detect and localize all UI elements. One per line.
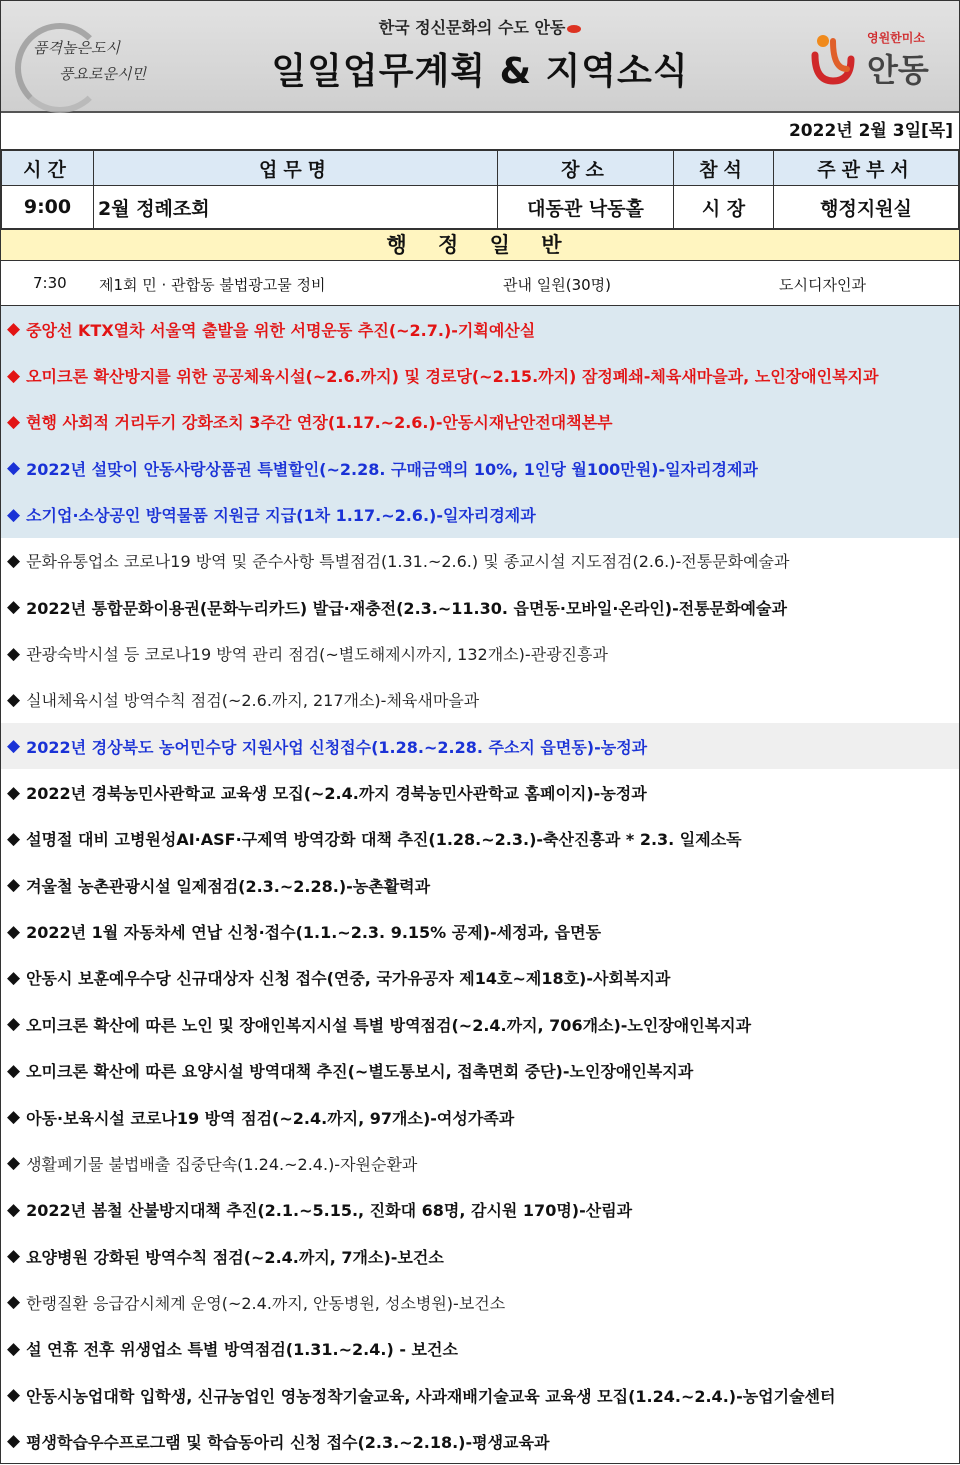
admin-place: 관내 일원(30명) (503, 276, 612, 294)
admin-time: 7:30 (33, 274, 67, 292)
diamond-bullet-icon: ◆ (7, 782, 21, 803)
schedule-task: 2월 정례조회 (94, 186, 498, 229)
brand-slogan: 영원한미소 (867, 31, 925, 45)
list-item-text: 중앙선 KTX열차 서울역 출발을 위한 서명운동 추진(~2.7.)-기획예산실 (26, 320, 536, 340)
schedule-place: 대동관 낙동홀 (498, 186, 674, 229)
list-item (1, 491, 959, 537)
list-item-text: 2022년 봄철 산불방지대책 추진(2.1.~5.15., 진화대 68명, 감시원 170명)-산림과 (26, 1201, 633, 1221)
slogan-line-2: 풍요로운시민 (59, 65, 146, 83)
diamond-bullet-icon: ◆ (7, 967, 21, 988)
list-item (1, 1233, 959, 1279)
list-item (1, 723, 959, 769)
report-date: 2022년 2월 3일[목] (1, 113, 959, 150)
diamond-bullet-icon: ◆ (7, 1107, 21, 1128)
list-item (1, 955, 959, 1001)
list-item (1, 816, 959, 862)
andong-brand-logo (811, 23, 941, 93)
list-item-text: 안동시 보훈예우수당 신규대상자 신청 접수(연중, 국가유공자 제14호~제18호)-사회복지과 (26, 969, 671, 989)
diamond-bullet-icon: ◆ (7, 736, 21, 757)
list-item (1, 677, 959, 723)
list-item-text: 안동시농업대학 입학생, 신규농업인 영농정착기술교육, 사과재배기술교육 교육생 모집(1.24.~2.4.)-농업기술센터 (26, 1386, 836, 1406)
diamond-bullet-icon: ◆ (7, 411, 21, 432)
admin-task: 제1회 민 · 관합동 불법광고물 정비 (99, 276, 326, 294)
section-title: 행 정 일 반 (1, 229, 959, 261)
list-item (1, 862, 959, 908)
diamond-bullet-icon: ◆ (7, 1060, 21, 1081)
diamond-bullet-icon: ◆ (7, 643, 21, 664)
diamond-bullet-icon: ◆ (7, 1338, 21, 1359)
list-item (1, 445, 959, 491)
list-item (1, 1326, 959, 1372)
list-item (1, 399, 959, 445)
diamond-bullet-icon: ◆ (7, 689, 21, 710)
diamond-bullet-icon: ◆ (7, 828, 21, 849)
list-item (1, 538, 959, 584)
list-item-text: 한랭질환 응급감시체계 운영(~2.4.까지, 안동병원, 성소병원)-보건소 (26, 1293, 506, 1313)
col-header-task: 업무명 (94, 151, 498, 186)
list-item-text: 관광숙박시설 등 코로나19 방역 관리 점검(~별도해제시까지, 132개소)-관광진흥과 (26, 645, 608, 665)
diamond-bullet-icon: ◆ (7, 550, 21, 571)
list-item-text: 오미크론 확산에 따른 요양시설 방역대책 추진(~별도통보시, 접촉면회 중단)-노인장애인복지과 (26, 1062, 694, 1082)
list-item-text: 2022년 1월 자동차세 연납 신청·접수(1.1.~2.3. 9.15% 공제)-세정과, 읍면동 (26, 923, 602, 943)
diamond-bullet-icon: ◆ (7, 504, 21, 525)
list-item (1, 306, 959, 352)
list-item-text: 2022년 통합문화이용권(문화누리카드) 발급·재충전(2.3.~11.30. 읍면동·모바일·온라인)-전통문화예술과 (26, 598, 787, 618)
col-header-dept: 주관부서 (774, 151, 959, 186)
list-item-text: 설 연휴 전후 위생업소 특별 방역점검(1.31.~2.4.) - 보건소 (26, 1340, 458, 1360)
diamond-bullet-icon: ◆ (7, 1246, 21, 1267)
list-item-text: 2022년 설맞이 안동사랑상품권 특별할인(~2.28. 구매금액의 10%, 1인당 월100만원)-일자리경제과 (26, 459, 758, 479)
list-item-text: 생활폐기물 불법배출 집중단속(1.24.~2.4.)-자원순환과 (26, 1154, 418, 1174)
list-item-text: 문화유통업소 코로나19 방역 및 준수사항 특별점검(1.31.~2.6.) 및 종교시설 지도점검(2.6.)-전통문화예술과 (26, 552, 790, 572)
diamond-bullet-icon: ◆ (7, 875, 21, 896)
list-item-text: 겨울철 농촌관광시설 일제점검(2.3.~2.28.)-농촌활력과 (26, 876, 431, 896)
schedule-header-row (2, 151, 959, 186)
list-item (1, 1140, 959, 1186)
diamond-bullet-icon: ◆ (7, 365, 21, 386)
col-header-time: 시간 (2, 151, 94, 186)
lips-icon (567, 25, 581, 33)
list-item (1, 908, 959, 954)
list-item-text: 2022년 경상북도 농어민수당 지원사업 신청접수(1.28.~2.28. 주소지 읍면동)-농정과 (26, 737, 648, 757)
diamond-bullet-icon: ◆ (7, 458, 21, 479)
col-header-place: 장소 (498, 151, 674, 186)
list-item (1, 584, 959, 630)
list-item-text: 평생학습우수프로그램 및 학습동아리 신청 접수(2.3.~2.18.)-평생교육과 (26, 1432, 550, 1452)
list-item (1, 1187, 959, 1233)
list-item (1, 1001, 959, 1047)
list-item-text: 오미크론 확산에 따른 노인 및 장애인복지시설 특별 방역점검(~2.4.까지, 706개소)-노인장애인복지과 (26, 1015, 752, 1035)
schedule-time: 9:00 (2, 186, 94, 229)
list-item (1, 1279, 959, 1325)
news-list (1, 306, 959, 1465)
list-item (1, 1418, 959, 1464)
list-item-text: 현행 사회적 거리두기 강화조치 3주간 연장(1.17.~2.6.)-안동시재난안전대책본부 (26, 413, 613, 433)
brand-city: 안동 (867, 51, 929, 89)
list-item-text: 소기업·소상공인 방역물품 지원금 지급(1차 1.17.~2.6.)-일자리경제과 (26, 506, 536, 526)
diamond-bullet-icon: ◆ (7, 1153, 21, 1174)
diamond-bullet-icon: ◆ (7, 1385, 21, 1406)
list-item-text: 요양병원 강화된 방역수칙 점검(~2.4.까지, 7개소)-보건소 (26, 1247, 444, 1267)
diamond-bullet-icon: ◆ (7, 1014, 21, 1035)
schedule-dept: 행정지원실 (774, 186, 959, 229)
list-item (1, 630, 959, 676)
andong-mark-icon (811, 29, 857, 85)
schedule-table (1, 150, 959, 229)
col-header-attend: 참석 (674, 151, 774, 186)
diamond-bullet-icon: ◆ (7, 921, 21, 942)
list-item (1, 1094, 959, 1140)
header-banner (1, 1, 959, 113)
list-item-text: 오미크론 확산방지를 위한 공공체육시설(~2.6.까지) 및 경로당(~2.15.까지) 잠정폐쇄-체육새마을과, 노인장애인복지과 (26, 367, 879, 387)
list-item-text: 2022년 경북농민사관학교 교육생 모집(~2.4.까지 경북농민사관학교 홈페이지)-농정과 (26, 784, 647, 804)
schedule-attend: 시 장 (674, 186, 774, 229)
admin-dept: 도시디자인과 (779, 276, 866, 294)
admin-schedule-row (1, 261, 959, 306)
list-item-text: 실내체육시설 방역수칙 점검(~2.6.까지, 217개소)-체육새마을과 (26, 691, 480, 711)
diamond-bullet-icon: ◆ (7, 1431, 21, 1452)
list-item-text: 설명절 대비 고병원성AI·ASF·구제역 방역강화 대책 추진(1.28.~2.3.)-축산진흥과 * 2.3. 일제소독 (26, 830, 742, 850)
slogan-line-1: 품격높은도시 (33, 39, 120, 57)
schedule-row (2, 186, 959, 229)
list-item (1, 1372, 959, 1418)
list-item-text: 아동·보육시설 코로나19 방역 점검(~2.4.까지, 97개소)-여성가족과 (26, 1108, 515, 1128)
subtitle-text: 한국 정신문화의 수도 안동 (378, 18, 566, 37)
list-item (1, 1048, 959, 1094)
list-item (1, 352, 959, 398)
list-item (1, 769, 959, 815)
diamond-bullet-icon: ◆ (7, 597, 21, 618)
diamond-bullet-icon: ◆ (7, 1292, 21, 1313)
page-title: 일일업무계획 & 지역소식 (271, 51, 689, 92)
diamond-bullet-icon: ◆ (7, 1199, 21, 1220)
diamond-bullet-icon: ◆ (7, 319, 21, 340)
